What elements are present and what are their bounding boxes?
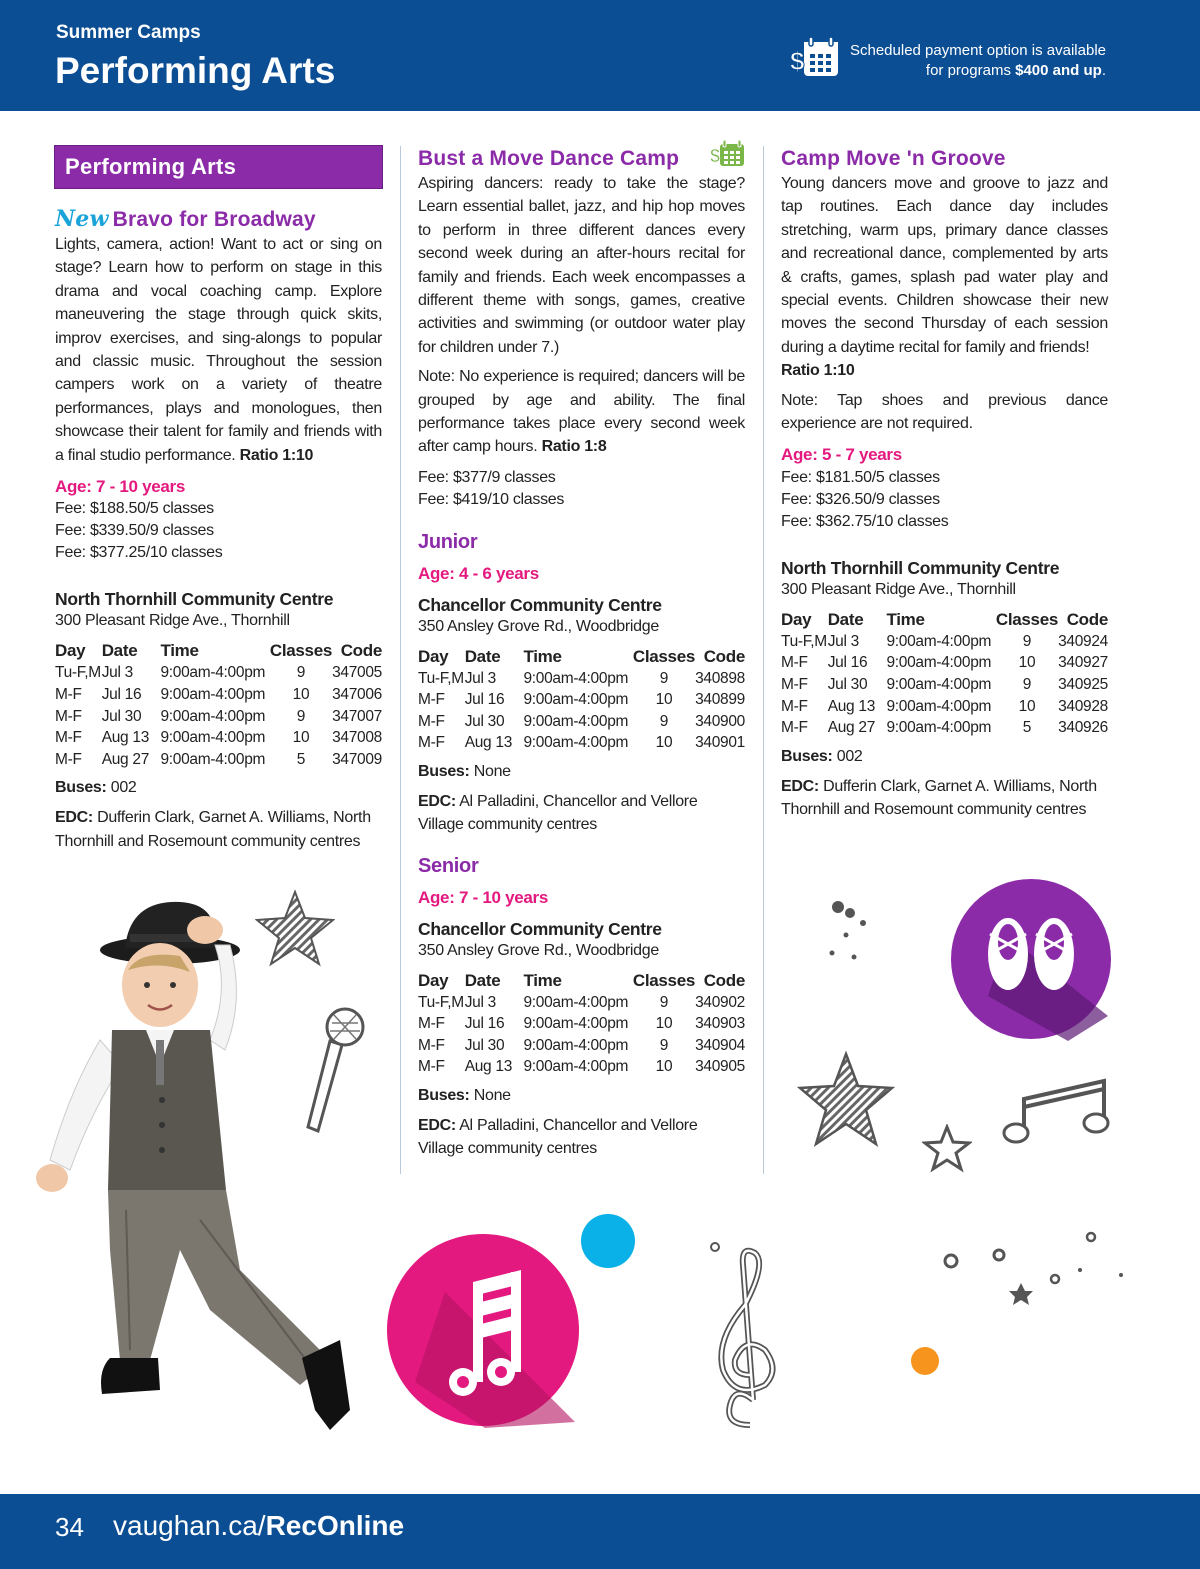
payment-line-2: for programs $400 and up.	[925, 62, 1106, 79]
table-row: Tu-F,M Jul 3 9:00am-4:00pm 9 340924	[781, 632, 1108, 650]
microphone-icon	[290, 1005, 370, 1135]
location-name: North Thornhill Community Centre	[781, 557, 1060, 578]
table-row: M-F Aug 27 9:00am-4:00pm 5 340926	[781, 719, 1108, 737]
edc-info: EDC: Dufferin Clark, Garnet A. Williams, North Thornhill and Rosemount community centres	[781, 777, 1097, 819]
section-banner: Performing Arts	[55, 146, 382, 188]
location-address: 300 Pleasant Ridge Ave., Thornhill	[55, 612, 290, 630]
table-row: M-F Jul 30 9:00am-4:00pm 9 340925	[781, 676, 1108, 694]
fee-line: Fee: $362.75/10 classes	[781, 512, 949, 530]
table-row: Tu-F,M Jul 3 9:00am-4:00pm 9 340902	[418, 993, 745, 1011]
svg-text:$: $	[790, 46, 805, 76]
table-header-row: Day Date Time Classes Code	[781, 609, 1108, 629]
star-icon	[796, 1050, 896, 1150]
table-row: Tu-F,M Jul 3 9:00am-4:00pm 9 347005	[55, 664, 382, 682]
payment-note	[850, 41, 1106, 81]
edc-info: EDC: Dufferin Clark, Garnet A. Williams, North Thornhill and Rosemount community centres	[55, 809, 371, 850]
decorative-dots	[935, 1225, 1135, 1345]
location-address: 350 Ansley Grove Rd., Woodbridge	[418, 617, 659, 635]
fee-line: Fee: $377.25/10 classes	[55, 544, 223, 562]
music-note-icon	[385, 1232, 585, 1432]
age-range: Age: 5 - 7 years	[781, 445, 902, 465]
program-title: Camp Move 'n Groove	[781, 147, 1006, 170]
fee-line: Fee: $339.50/9 classes	[55, 522, 214, 540]
table-row: M-F Jul 30 9:00am-4:00pm 9 340900	[418, 712, 745, 730]
table-row: M-F Jul 16 9:00am-4:00pm 10 340927	[781, 654, 1108, 672]
schedule-table	[418, 646, 745, 754]
column-bust-a-move	[418, 146, 745, 1161]
column-bravo	[55, 146, 382, 853]
fee-line: Fee: $419/10 classes	[418, 490, 565, 508]
page-footer	[0, 1494, 1200, 1569]
location-name: Chancellor Community Centre	[418, 594, 662, 615]
scheduled-payment-icon	[710, 140, 746, 168]
star-icon	[255, 888, 335, 968]
bus-info: Buses: 002	[781, 747, 863, 765]
decorative-dot	[581, 1214, 635, 1268]
table-row: M-F Aug 27 9:00am-4:00pm 5 347009	[55, 750, 382, 768]
decorative-dot	[911, 1347, 939, 1375]
fee-line: Fee: $188.50/5 classes	[55, 500, 214, 518]
program-description: Aspiring dancers: ready to take the stage? Learn essential ballet, jazz, and hip hop moves to perform in three different dances every second week during an after-hours recital for family and friends. Each week encompasses a different theme with songs, games, creative activities and swimming (or outdoor water play for children under 7.)	[418, 175, 745, 356]
table-header-row: Day Date Time Classes Code	[418, 646, 745, 666]
payment-line-1: Scheduled payment option is available	[849, 42, 1106, 59]
music-note-icon	[1000, 1075, 1120, 1155]
junior-subtitle: Junior	[418, 530, 478, 553]
new-tag: New	[55, 206, 109, 232]
website-link[interactable]: vaughan.ca/RecOnline	[113, 1510, 405, 1541]
table-row: M-F Jul 16 9:00am-4:00pm 10 347006	[55, 686, 382, 704]
age-range: Age: 4 - 6 years	[418, 564, 539, 584]
table-row: M-F Jul 30 9:00am-4:00pm 9 347007	[55, 707, 382, 725]
treble-clef-icon	[705, 1235, 785, 1435]
age-range: Age: 7 - 10 years	[55, 477, 186, 497]
program-description: Young dancers move and groove to jazz and tap routines. Each dance day includes stretching, warm ups, primary dance classes and recreational dance, complemented by arts & crafts, games, splash pad water play and special events. Children showcase their new moves the second Thursday of each session during a daytime recital for family and friends! Ratio 1:10	[781, 175, 1108, 380]
location-address: 350 Ansley Grove Rd., Woodbridge	[418, 941, 659, 959]
table-row: M-F Aug 13 9:00am-4:00pm 10 340905	[418, 1058, 745, 1076]
location-address: 300 Pleasant Ridge Ave., Thornhill	[781, 580, 1016, 598]
edc-info: EDC: Al Palladini, Chancellor and Vellore Village community centres	[418, 1117, 698, 1158]
fee-line: Fee: $181.50/5 classes	[781, 468, 940, 486]
table-row: M-F Jul 16 9:00am-4:00pm 10 340899	[418, 691, 745, 709]
table-row: Tu-F,M Jul 3 9:00am-4:00pm 9 340898	[418, 669, 745, 687]
age-range: Age: 7 - 10 years	[418, 888, 549, 908]
table-row: M-F Aug 13 9:00am-4:00pm 10 340901	[418, 734, 745, 752]
table-row: M-F Jul 16 9:00am-4:00pm 10 340903	[418, 1015, 745, 1033]
bus-info: Buses: None	[418, 763, 511, 781]
table-row: M-F Aug 13 9:00am-4:00pm 10 340928	[781, 697, 1108, 715]
bus-info: Buses: 002	[55, 779, 137, 797]
table-header-row: Day Date Time Classes Code	[55, 641, 382, 661]
svg-text:$: $	[710, 146, 721, 166]
program-title: Bust a Move Dance Camp	[418, 147, 680, 170]
star-icon	[922, 1124, 972, 1174]
program-title: New Bravo for Broadway	[55, 206, 316, 232]
scheduled-payment-icon	[790, 36, 842, 80]
schedule-table	[781, 609, 1108, 739]
decorative-dots	[826, 895, 876, 965]
dancing-boy-photo	[30, 890, 360, 1450]
column-divider	[763, 146, 764, 1174]
location-name: North Thornhill Community Centre	[55, 589, 334, 610]
table-row: M-F Aug 13 9:00am-4:00pm 10 347008	[55, 729, 382, 747]
schedule-table	[55, 640, 382, 770]
fee-line: Fee: $326.50/9 classes	[781, 490, 940, 508]
program-note: Note: Tap shoes and previous dance experience are not required.	[781, 391, 1108, 433]
page-header	[0, 0, 1200, 111]
senior-subtitle: Senior	[418, 854, 479, 877]
header-title: Performing Arts	[55, 50, 336, 91]
table-row: M-F Jul 30 9:00am-4:00pm 9 340904	[418, 1036, 745, 1054]
fee-line: Fee: $377/9 classes	[418, 468, 556, 486]
page-number: 34	[55, 1512, 84, 1542]
table-header-row: Day Date Time Classes Code	[418, 970, 745, 990]
edc-info: EDC: Al Palladini, Chancellor and Vellore Village community centres	[418, 793, 698, 834]
schedule-table	[418, 970, 745, 1078]
header-kicker: Summer Camps	[56, 22, 201, 43]
program-note: Note: No experience is required; dancers will be grouped by age and ability. The final performance takes place every second week after camp hours. Ratio 1:8	[418, 368, 745, 456]
column-move-n-groove	[781, 146, 1108, 822]
program-description: Lights, camera, action! Want to act or sing on stage? Learn how to perform on stage in this drama and vocal coaching camp. Explore maneuvering the stage through quick skits, improv exercises, and sing-alongs to popular and classic music. Throughout the session campers work on a variety of theatre performances, plays and monologues, then showcase their talent for family and friends with a final studio performance. Ratio 1:10	[55, 236, 382, 464]
ballet-shoes-icon	[948, 876, 1118, 1046]
column-divider	[400, 146, 401, 1174]
location-name: Chancellor Community Centre	[418, 918, 662, 939]
bus-info: Buses: None	[418, 1087, 511, 1105]
